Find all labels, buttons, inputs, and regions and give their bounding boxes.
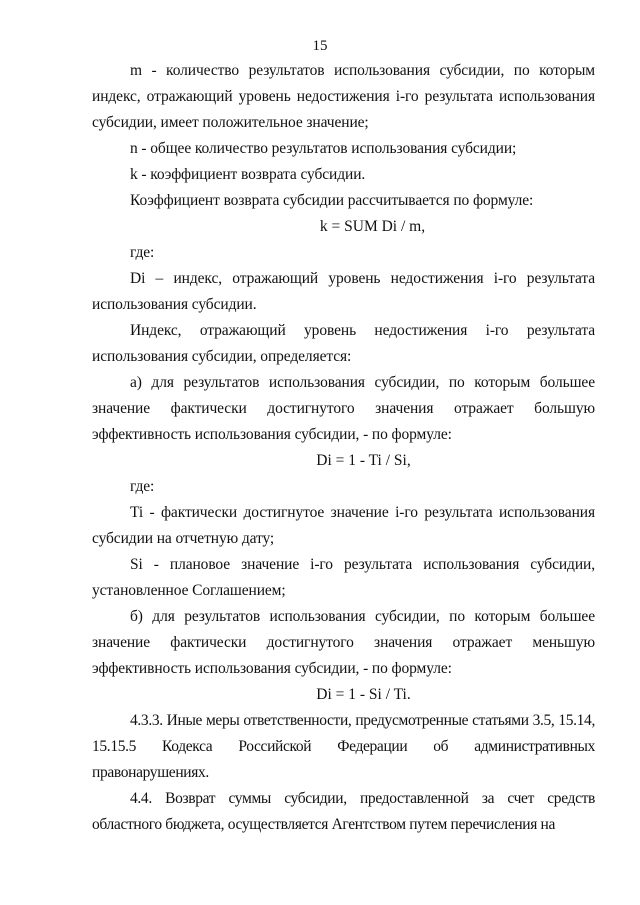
paragraph-4-3-3: 4.3.3. Иные меры ответственности, предусмотренные статьями 3.5, 15.14, 15.15.5 Кодекса Российской Федерации об административных правонарушениях.: [92, 712, 595, 781]
paragraph-si-definition: Si - плановое значение i-го результата использования субсидии, установленное Соглашением;: [92, 556, 595, 599]
paragraph-4-4: 4.4. Возврат суммы субсидии, предоставленной за счет средств областного бюджета, осуществляется Агентством путем перечисления на: [92, 790, 595, 833]
paragraph-ti-definition: Ti - фактически достигнутое значение i-го результата использования субсидии на отчетную дату;: [92, 504, 595, 547]
paragraph-m-definition: m - количество результатов использования субсидии, по которым индекс, отражающий уровень недостижения i-го результата использования субсидии, имеет положительное значение;: [92, 62, 595, 131]
paragraph-index-intro: Индекс, отражающий уровень недостижения i-го результата использования субсидии, определяется:: [92, 322, 595, 365]
paragraph-n-definition: n - общее количество результатов использования субсидии;: [130, 140, 517, 157]
document-body: [92, 58, 595, 838]
formula-k: k = SUM Di / m,: [319, 218, 426, 235]
paragraph-where-1: где:: [130, 244, 155, 261]
formula-di-b: Di = 1 - Si / Ti.: [316, 686, 411, 703]
paragraph-case-b: б) для результатов использования субсидии, по которым большее значение фактически достигнутого значения отражает меньшую эффективность использования субсидии, - по формуле:: [92, 608, 595, 677]
paragraph-where-2: где:: [130, 478, 155, 495]
paragraph-di-definition: Di – индекс, отражающий уровень недостижения i-го результата использования субсидии.: [92, 270, 595, 313]
paragraph-case-a: а) для результатов использования субсидии, по которым большее значение фактически достигнутого значения отражает большую эффективность использования субсидии, - по формуле:: [92, 374, 595, 443]
formula-di-a: Di = 1 - Ti / Si,: [316, 452, 411, 469]
paragraph-k-definition: k - коэффициент возврата субсидии.: [130, 166, 366, 183]
page-number: 15: [312, 38, 328, 54]
paragraph-coefficient-intro: Коэффициент возврата субсидии рассчитывается по формуле:: [130, 192, 534, 209]
